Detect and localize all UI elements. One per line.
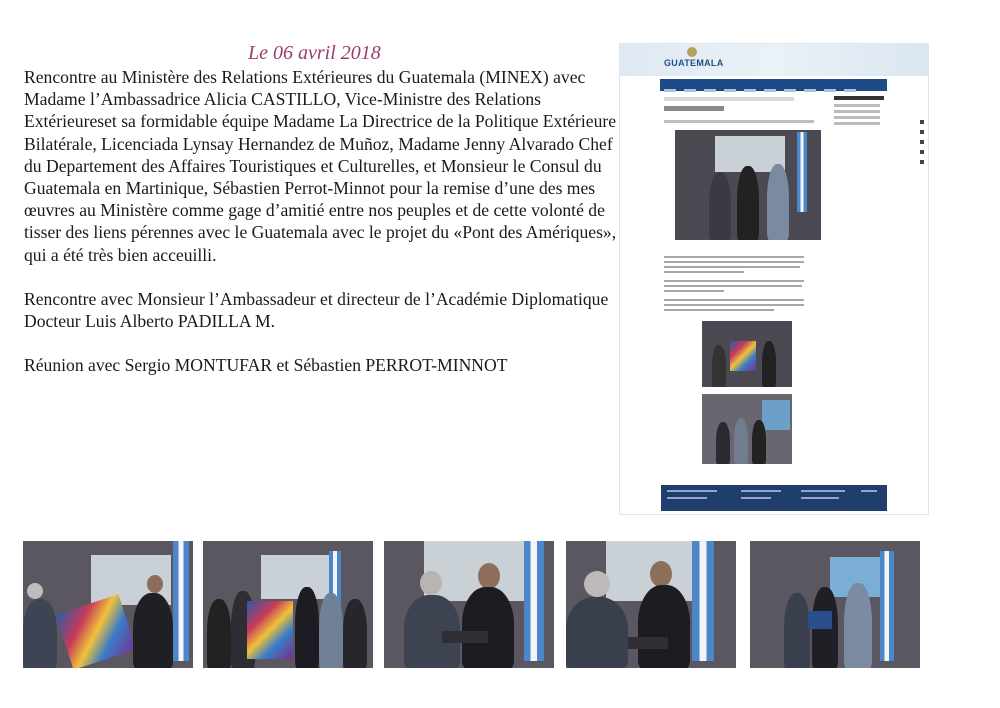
logo-text: GUATEMALA — [664, 58, 724, 68]
website-screenshot — [619, 43, 929, 515]
paragraph-reunion: Réunion avec Sergio MONTUFAR et Sébastien PERROT-MINNOT — [24, 355, 508, 376]
website-text-line — [664, 290, 724, 292]
social-icon — [920, 120, 924, 124]
paragraph-minex: Rencontre au Ministère des Relations Extérieures du Guatemala (MINEX) avec Madame l’Ambassadrice Alicia CASTILLO, Vice-Ministre des Relations Extérieureset sa formidable équipe Madame La Directrice de la Politique Extérieure Bilatérale, Licenciada Lynsay Hernandez de Muñoz, Madame Jenny Alvarado Chef du Departement des Affaires Touristiques et Culturelles, et Monsieur le Consul du Guatemala en Martinique, Sébastien Perrot-Minnot pour la remise d’une des mes œuvres au Ministère comme gage d’amitié entre nos peuples et de cette volonté de tisser des liens pérennes avec le Guatemala avec le projet du «Pont des Amériques», qui a été très bien acceuilli. — [24, 67, 617, 265]
website-sidebar-title — [834, 96, 884, 100]
photo-1 — [23, 541, 193, 668]
website-main-photo — [675, 130, 821, 240]
website-lede — [664, 120, 814, 123]
website-text-line — [664, 299, 804, 301]
website-breadcrumb — [664, 97, 794, 101]
website-text-line — [664, 271, 744, 273]
article-text — [24, 66, 624, 398]
photo-3 — [384, 541, 554, 668]
social-icon — [920, 140, 924, 144]
photo-2 — [203, 541, 373, 668]
website-text-line — [664, 266, 800, 268]
paragraph-academie: Rencontre avec Monsieur l’Ambassadeur et directeur de l’Académie Diplomatique Docteur Luis Alberto PADILLA M. — [24, 288, 609, 332]
website-text-line — [664, 304, 804, 306]
website-sidebar-line — [834, 116, 880, 119]
photo-5 — [750, 541, 920, 668]
website-text-line — [664, 256, 804, 258]
social-icon — [920, 130, 924, 134]
website-photo-3 — [702, 394, 792, 464]
website-photo-2 — [702, 321, 792, 387]
website-footer — [661, 485, 887, 511]
social-icon — [920, 160, 924, 164]
website-text-line — [664, 309, 774, 311]
website-sidebar-line — [834, 122, 880, 125]
website-heading — [664, 106, 724, 111]
photo-4 — [566, 541, 736, 668]
website-text-line — [664, 285, 802, 287]
website-nav-bar — [660, 79, 887, 91]
social-icon — [920, 150, 924, 154]
website-sidebar-line — [834, 104, 880, 107]
guatemala-logo — [664, 47, 724, 73]
website-text-line — [664, 261, 804, 263]
website-sidebar-line — [834, 110, 880, 113]
coat-of-arms-icon — [687, 47, 697, 57]
date-heading: Le 06 avril 2018 — [248, 42, 381, 64]
website-text-line — [664, 280, 804, 282]
